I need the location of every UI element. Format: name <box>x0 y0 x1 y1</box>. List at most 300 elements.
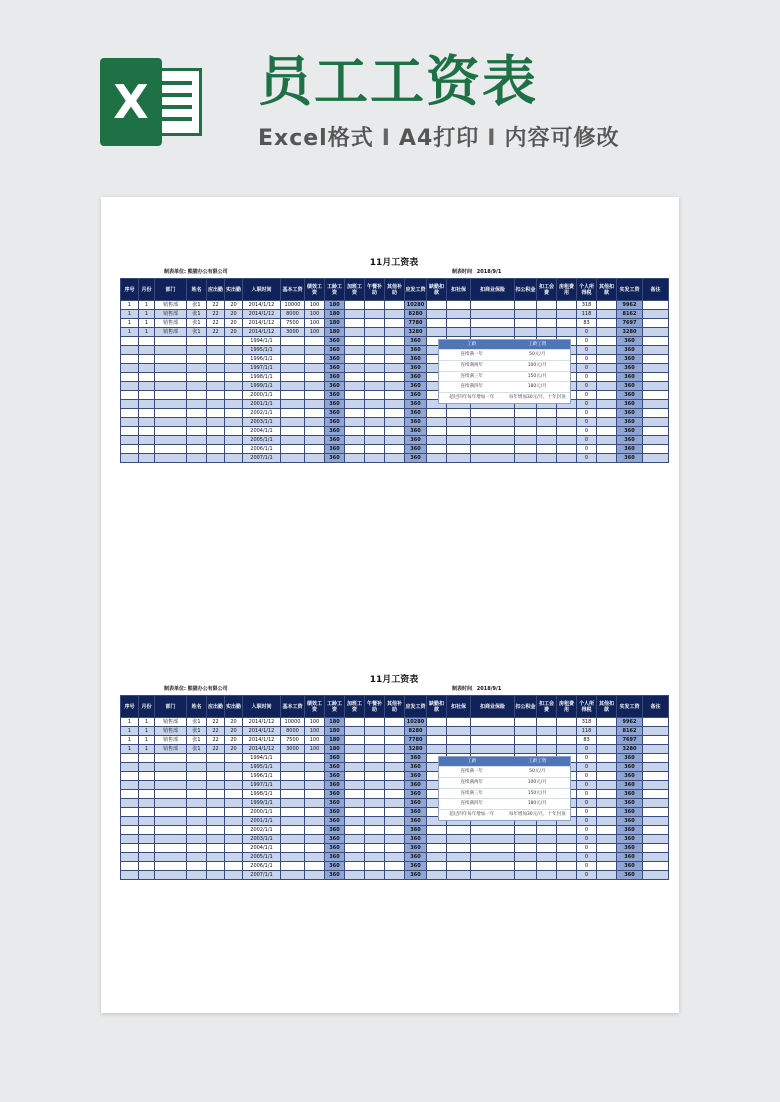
cell-seq[interactable] <box>121 781 139 790</box>
cell-gross-pay[interactable]: 360 <box>405 337 427 346</box>
cell-income-tax[interactable]: 0 <box>577 853 597 862</box>
cell-due-attendance[interactable] <box>207 364 225 373</box>
cell-lunch[interactable] <box>365 328 385 337</box>
cell-seq[interactable] <box>121 763 139 772</box>
cell-due-attendance[interactable] <box>207 373 225 382</box>
cell-overtime[interactable] <box>345 418 365 427</box>
cell-performance[interactable] <box>305 799 325 808</box>
cell-lunch[interactable] <box>365 817 385 826</box>
cell-remark[interactable] <box>643 301 669 310</box>
cell-base-salary[interactable] <box>281 871 305 880</box>
cell-name[interactable] <box>187 826 207 835</box>
cell-lunch[interactable] <box>365 346 385 355</box>
cell-due-attendance[interactable]: 22 <box>207 328 225 337</box>
cell-income-tax[interactable]: 0 <box>577 763 597 772</box>
cell-actual-attendance[interactable] <box>225 409 243 418</box>
cell-dept[interactable] <box>155 817 187 826</box>
cell-other-deduct[interactable] <box>597 409 617 418</box>
cell-net-pay[interactable]: 360 <box>617 400 643 409</box>
cell-gross-pay[interactable]: 360 <box>405 826 427 835</box>
cell-performance[interactable] <box>305 754 325 763</box>
cell-rent[interactable] <box>557 862 577 871</box>
cell-lunch[interactable] <box>365 427 385 436</box>
cell-seniority-pay[interactable]: 360 <box>325 418 345 427</box>
cell-actual-attendance[interactable]: 20 <box>225 301 243 310</box>
cell-gross-pay[interactable]: 360 <box>405 763 427 772</box>
cell-seniority-pay[interactable]: 360 <box>325 862 345 871</box>
cell-commercial-insurance[interactable] <box>471 745 515 754</box>
cell-other-deduct[interactable] <box>597 454 617 463</box>
cell-union-fee[interactable] <box>537 862 557 871</box>
cell-net-pay[interactable]: 360 <box>617 790 643 799</box>
cell-income-tax[interactable]: 0 <box>577 826 597 835</box>
cell-net-pay[interactable]: 9962 <box>617 301 643 310</box>
cell-remark[interactable] <box>643 355 669 364</box>
cell-seq[interactable] <box>121 337 139 346</box>
cell-seniority-pay[interactable]: 360 <box>325 427 345 436</box>
cell-commercial-insurance[interactable] <box>471 328 515 337</box>
cell-name[interactable] <box>187 817 207 826</box>
cell-housing-fund[interactable] <box>515 871 537 880</box>
cell-net-pay[interactable]: 3280 <box>617 328 643 337</box>
cell-due-attendance[interactable] <box>207 337 225 346</box>
cell-remark[interactable] <box>643 454 669 463</box>
cell-absence-deduct[interactable] <box>427 310 447 319</box>
cell-due-attendance[interactable] <box>207 763 225 772</box>
cell-dept[interactable] <box>155 853 187 862</box>
cell-lunch[interactable] <box>365 790 385 799</box>
cell-other-allowance[interactable] <box>385 817 405 826</box>
cell-rent[interactable] <box>557 301 577 310</box>
cell-seq[interactable] <box>121 790 139 799</box>
cell-other-allowance[interactable] <box>385 727 405 736</box>
cell-actual-attendance[interactable]: 20 <box>225 718 243 727</box>
cell-housing-fund[interactable] <box>515 736 537 745</box>
cell-overtime[interactable] <box>345 826 365 835</box>
cell-due-attendance[interactable] <box>207 781 225 790</box>
cell-overtime[interactable] <box>345 817 365 826</box>
cell-performance[interactable] <box>305 808 325 817</box>
cell-lunch[interactable] <box>365 445 385 454</box>
cell-seniority-pay[interactable]: 360 <box>325 799 345 808</box>
cell-month[interactable] <box>139 454 155 463</box>
cell-commercial-insurance[interactable] <box>471 871 515 880</box>
cell-lunch[interactable] <box>365 355 385 364</box>
cell-remark[interactable] <box>643 727 669 736</box>
cell-remark[interactable] <box>643 862 669 871</box>
cell-base-salary[interactable] <box>281 808 305 817</box>
cell-actual-attendance[interactable] <box>225 754 243 763</box>
cell-due-attendance[interactable] <box>207 445 225 454</box>
cell-name[interactable] <box>187 427 207 436</box>
cell-absence-deduct[interactable] <box>427 871 447 880</box>
cell-hire-date[interactable]: 2014/1/12 <box>243 328 281 337</box>
cell-seniority-pay[interactable]: 180 <box>325 727 345 736</box>
cell-actual-attendance[interactable] <box>225 835 243 844</box>
cell-due-attendance[interactable] <box>207 391 225 400</box>
cell-name[interactable] <box>187 871 207 880</box>
cell-other-deduct[interactable] <box>597 736 617 745</box>
cell-absence-deduct[interactable] <box>427 436 447 445</box>
cell-rent[interactable] <box>557 310 577 319</box>
cell-overtime[interactable] <box>345 835 365 844</box>
cell-name[interactable] <box>187 454 207 463</box>
cell-rent[interactable] <box>557 445 577 454</box>
cell-other-deduct[interactable] <box>597 337 617 346</box>
cell-seniority-pay[interactable]: 180 <box>325 736 345 745</box>
cell-month[interactable]: 1 <box>139 310 155 319</box>
cell-seniority-pay[interactable]: 180 <box>325 301 345 310</box>
cell-performance[interactable] <box>305 382 325 391</box>
cell-other-allowance[interactable] <box>385 781 405 790</box>
cell-actual-attendance[interactable] <box>225 790 243 799</box>
cell-seniority-pay[interactable]: 360 <box>325 844 345 853</box>
cell-income-tax[interactable]: 318 <box>577 718 597 727</box>
cell-social-insurance[interactable] <box>447 745 471 754</box>
cell-gross-pay[interactable]: 360 <box>405 835 427 844</box>
cell-remark[interactable] <box>643 844 669 853</box>
cell-gross-pay[interactable]: 8280 <box>405 727 427 736</box>
cell-base-salary[interactable] <box>281 826 305 835</box>
cell-base-salary[interactable]: 7500 <box>281 736 305 745</box>
cell-month[interactable] <box>139 844 155 853</box>
cell-seniority-pay[interactable]: 360 <box>325 781 345 790</box>
cell-due-attendance[interactable] <box>207 346 225 355</box>
cell-commercial-insurance[interactable] <box>471 826 515 835</box>
cell-dept[interactable]: 销售部 <box>155 718 187 727</box>
cell-income-tax[interactable]: 0 <box>577 445 597 454</box>
cell-gross-pay[interactable]: 360 <box>405 799 427 808</box>
cell-commercial-insurance[interactable] <box>471 853 515 862</box>
cell-month[interactable] <box>139 400 155 409</box>
cell-name[interactable] <box>187 799 207 808</box>
cell-lunch[interactable] <box>365 763 385 772</box>
cell-base-salary[interactable] <box>281 355 305 364</box>
cell-due-attendance[interactable]: 22 <box>207 319 225 328</box>
cell-dept[interactable] <box>155 808 187 817</box>
cell-month[interactable] <box>139 826 155 835</box>
cell-rent[interactable] <box>557 409 577 418</box>
cell-base-salary[interactable] <box>281 817 305 826</box>
cell-other-deduct[interactable] <box>597 400 617 409</box>
cell-union-fee[interactable] <box>537 445 557 454</box>
cell-rent[interactable] <box>557 436 577 445</box>
cell-housing-fund[interactable] <box>515 319 537 328</box>
cell-union-fee[interactable] <box>537 319 557 328</box>
cell-absence-deduct[interactable] <box>427 727 447 736</box>
cell-overtime[interactable] <box>345 391 365 400</box>
cell-base-salary[interactable]: 10000 <box>281 301 305 310</box>
cell-dept[interactable] <box>155 427 187 436</box>
cell-lunch[interactable] <box>365 391 385 400</box>
cell-seq[interactable]: 1 <box>121 319 139 328</box>
cell-seq[interactable] <box>121 391 139 400</box>
cell-gross-pay[interactable]: 360 <box>405 844 427 853</box>
cell-gross-pay[interactable]: 360 <box>405 427 427 436</box>
cell-housing-fund[interactable] <box>515 862 537 871</box>
cell-housing-fund[interactable] <box>515 310 537 319</box>
cell-hire-date[interactable]: 2007/1/1 <box>243 454 281 463</box>
cell-performance[interactable]: 100 <box>305 301 325 310</box>
cell-hire-date[interactable]: 1997/1/1 <box>243 781 281 790</box>
cell-seq[interactable] <box>121 808 139 817</box>
cell-hire-date[interactable]: 2001/1/1 <box>243 400 281 409</box>
cell-income-tax[interactable]: 0 <box>577 871 597 880</box>
cell-gross-pay[interactable]: 360 <box>405 373 427 382</box>
cell-remark[interactable] <box>643 409 669 418</box>
cell-rent[interactable] <box>557 853 577 862</box>
cell-base-salary[interactable]: 8000 <box>281 310 305 319</box>
cell-seq[interactable] <box>121 799 139 808</box>
cell-remark[interactable] <box>643 445 669 454</box>
cell-seq[interactable]: 1 <box>121 745 139 754</box>
cell-lunch[interactable] <box>365 745 385 754</box>
cell-month[interactable] <box>139 754 155 763</box>
cell-base-salary[interactable] <box>281 337 305 346</box>
cell-actual-attendance[interactable]: 20 <box>225 727 243 736</box>
cell-commercial-insurance[interactable] <box>471 736 515 745</box>
cell-gross-pay[interactable]: 360 <box>405 391 427 400</box>
cell-actual-attendance[interactable] <box>225 853 243 862</box>
cell-seniority-pay[interactable]: 360 <box>325 337 345 346</box>
cell-absence-deduct[interactable] <box>427 409 447 418</box>
cell-seq[interactable] <box>121 754 139 763</box>
cell-month[interactable] <box>139 817 155 826</box>
cell-name[interactable] <box>187 409 207 418</box>
cell-lunch[interactable] <box>365 781 385 790</box>
cell-seniority-pay[interactable]: 360 <box>325 871 345 880</box>
cell-hire-date[interactable]: 1999/1/1 <box>243 799 281 808</box>
cell-name[interactable] <box>187 844 207 853</box>
cell-actual-attendance[interactable]: 20 <box>225 745 243 754</box>
cell-other-allowance[interactable] <box>385 454 405 463</box>
cell-other-allowance[interactable] <box>385 772 405 781</box>
cell-lunch[interactable] <box>365 319 385 328</box>
cell-lunch[interactable] <box>365 772 385 781</box>
cell-other-allowance[interactable] <box>385 328 405 337</box>
cell-union-fee[interactable] <box>537 328 557 337</box>
cell-seq[interactable] <box>121 409 139 418</box>
cell-dept[interactable] <box>155 346 187 355</box>
cell-seniority-pay[interactable]: 360 <box>325 373 345 382</box>
cell-commercial-insurance[interactable] <box>471 301 515 310</box>
cell-name[interactable] <box>187 337 207 346</box>
cell-performance[interactable] <box>305 436 325 445</box>
cell-remark[interactable] <box>643 337 669 346</box>
cell-hire-date[interactable]: 2002/1/1 <box>243 826 281 835</box>
cell-income-tax[interactable]: 0 <box>577 409 597 418</box>
cell-base-salary[interactable] <box>281 346 305 355</box>
cell-seniority-pay[interactable]: 360 <box>325 445 345 454</box>
cell-gross-pay[interactable]: 360 <box>405 817 427 826</box>
cell-income-tax[interactable]: 0 <box>577 346 597 355</box>
cell-other-allowance[interactable] <box>385 364 405 373</box>
cell-seq[interactable] <box>121 364 139 373</box>
cell-gross-pay[interactable]: 8280 <box>405 310 427 319</box>
cell-other-deduct[interactable] <box>597 754 617 763</box>
cell-other-deduct[interactable] <box>597 763 617 772</box>
cell-month[interactable] <box>139 808 155 817</box>
cell-housing-fund[interactable] <box>515 835 537 844</box>
cell-union-fee[interactable] <box>537 454 557 463</box>
cell-base-salary[interactable] <box>281 400 305 409</box>
cell-hire-date[interactable]: 2014/1/12 <box>243 727 281 736</box>
cell-overtime[interactable] <box>345 781 365 790</box>
cell-seq[interactable] <box>121 445 139 454</box>
cell-actual-attendance[interactable] <box>225 808 243 817</box>
cell-net-pay[interactable]: 360 <box>617 454 643 463</box>
cell-name[interactable]: 张1 <box>187 310 207 319</box>
cell-dept[interactable] <box>155 409 187 418</box>
cell-gross-pay[interactable]: 3280 <box>405 745 427 754</box>
cell-gross-pay[interactable]: 360 <box>405 871 427 880</box>
cell-dept[interactable] <box>155 772 187 781</box>
cell-due-attendance[interactable] <box>207 400 225 409</box>
cell-gross-pay[interactable]: 360 <box>405 364 427 373</box>
cell-other-allowance[interactable] <box>385 400 405 409</box>
cell-income-tax[interactable]: 0 <box>577 328 597 337</box>
cell-name[interactable] <box>187 373 207 382</box>
cell-social-insurance[interactable] <box>447 328 471 337</box>
cell-other-allowance[interactable] <box>385 382 405 391</box>
cell-lunch[interactable] <box>365 436 385 445</box>
cell-lunch[interactable] <box>365 736 385 745</box>
cell-hire-date[interactable]: 2006/1/1 <box>243 862 281 871</box>
cell-hire-date[interactable]: 2004/1/1 <box>243 427 281 436</box>
cell-remark[interactable] <box>643 400 669 409</box>
cell-seniority-pay[interactable]: 360 <box>325 400 345 409</box>
cell-performance[interactable] <box>305 409 325 418</box>
cell-base-salary[interactable] <box>281 763 305 772</box>
cell-net-pay[interactable]: 360 <box>617 817 643 826</box>
cell-performance[interactable] <box>305 454 325 463</box>
cell-month[interactable] <box>139 346 155 355</box>
cell-performance[interactable] <box>305 790 325 799</box>
cell-income-tax[interactable]: 0 <box>577 436 597 445</box>
cell-other-allowance[interactable] <box>385 373 405 382</box>
cell-hire-date[interactable]: 2005/1/1 <box>243 436 281 445</box>
cell-housing-fund[interactable] <box>515 418 537 427</box>
cell-hire-date[interactable]: 2014/1/12 <box>243 718 281 727</box>
cell-month[interactable] <box>139 391 155 400</box>
cell-performance[interactable]: 100 <box>305 310 325 319</box>
cell-overtime[interactable] <box>345 745 365 754</box>
cell-other-allowance[interactable] <box>385 409 405 418</box>
cell-other-allowance[interactable] <box>385 826 405 835</box>
cell-other-deduct[interactable] <box>597 772 617 781</box>
cell-gross-pay[interactable]: 3280 <box>405 328 427 337</box>
cell-performance[interactable] <box>305 346 325 355</box>
cell-month[interactable] <box>139 862 155 871</box>
cell-remark[interactable] <box>643 853 669 862</box>
cell-other-deduct[interactable] <box>597 835 617 844</box>
cell-name[interactable] <box>187 364 207 373</box>
cell-net-pay[interactable]: 360 <box>617 754 643 763</box>
cell-overtime[interactable] <box>345 319 365 328</box>
cell-remark[interactable] <box>643 799 669 808</box>
cell-name[interactable] <box>187 754 207 763</box>
cell-remark[interactable] <box>643 346 669 355</box>
cell-dept[interactable] <box>155 781 187 790</box>
cell-other-allowance[interactable] <box>385 337 405 346</box>
cell-gross-pay[interactable]: 360 <box>405 418 427 427</box>
cell-seq[interactable] <box>121 418 139 427</box>
cell-performance[interactable]: 100 <box>305 727 325 736</box>
cell-seniority-pay[interactable]: 360 <box>325 436 345 445</box>
cell-seniority-pay[interactable]: 360 <box>325 808 345 817</box>
cell-net-pay[interactable]: 360 <box>617 772 643 781</box>
cell-net-pay[interactable]: 360 <box>617 382 643 391</box>
cell-social-insurance[interactable] <box>447 727 471 736</box>
cell-due-attendance[interactable] <box>207 427 225 436</box>
cell-union-fee[interactable] <box>537 301 557 310</box>
cell-other-deduct[interactable] <box>597 382 617 391</box>
cell-net-pay[interactable]: 360 <box>617 781 643 790</box>
cell-overtime[interactable] <box>345 727 365 736</box>
cell-due-attendance[interactable] <box>207 799 225 808</box>
cell-dept[interactable] <box>155 445 187 454</box>
cell-seq[interactable] <box>121 817 139 826</box>
cell-due-attendance[interactable] <box>207 835 225 844</box>
cell-dept[interactable] <box>155 826 187 835</box>
cell-name[interactable] <box>187 862 207 871</box>
cell-rent[interactable] <box>557 319 577 328</box>
cell-seq[interactable] <box>121 772 139 781</box>
cell-union-fee[interactable] <box>537 436 557 445</box>
cell-other-allowance[interactable] <box>385 301 405 310</box>
cell-gross-pay[interactable]: 10280 <box>405 718 427 727</box>
cell-lunch[interactable] <box>365 418 385 427</box>
cell-actual-attendance[interactable] <box>225 862 243 871</box>
cell-lunch[interactable] <box>365 808 385 817</box>
cell-other-deduct[interactable] <box>597 373 617 382</box>
cell-month[interactable] <box>139 418 155 427</box>
cell-performance[interactable] <box>305 445 325 454</box>
cell-seniority-pay[interactable]: 360 <box>325 853 345 862</box>
cell-base-salary[interactable] <box>281 772 305 781</box>
cell-gross-pay[interactable]: 360 <box>405 772 427 781</box>
cell-net-pay[interactable]: 360 <box>617 853 643 862</box>
cell-seq[interactable]: 1 <box>121 736 139 745</box>
cell-due-attendance[interactable] <box>207 454 225 463</box>
cell-lunch[interactable] <box>365 853 385 862</box>
cell-seq[interactable]: 1 <box>121 727 139 736</box>
cell-hire-date[interactable]: 2006/1/1 <box>243 445 281 454</box>
cell-social-insurance[interactable] <box>447 862 471 871</box>
cell-income-tax[interactable]: 0 <box>577 364 597 373</box>
cell-rent[interactable] <box>557 844 577 853</box>
cell-due-attendance[interactable] <box>207 355 225 364</box>
cell-net-pay[interactable]: 360 <box>617 844 643 853</box>
cell-month[interactable] <box>139 373 155 382</box>
cell-due-attendance[interactable] <box>207 772 225 781</box>
cell-dept[interactable] <box>155 337 187 346</box>
cell-other-allowance[interactable] <box>385 736 405 745</box>
cell-base-salary[interactable] <box>281 781 305 790</box>
cell-name[interactable] <box>187 391 207 400</box>
cell-housing-fund[interactable] <box>515 853 537 862</box>
cell-other-allowance[interactable] <box>385 427 405 436</box>
cell-hire-date[interactable]: 2001/1/1 <box>243 817 281 826</box>
cell-seq[interactable] <box>121 853 139 862</box>
cell-union-fee[interactable] <box>537 418 557 427</box>
cell-month[interactable] <box>139 427 155 436</box>
cell-dept[interactable] <box>155 835 187 844</box>
cell-overtime[interactable] <box>345 301 365 310</box>
cell-dept[interactable] <box>155 763 187 772</box>
cell-remark[interactable] <box>643 871 669 880</box>
cell-social-insurance[interactable] <box>447 409 471 418</box>
